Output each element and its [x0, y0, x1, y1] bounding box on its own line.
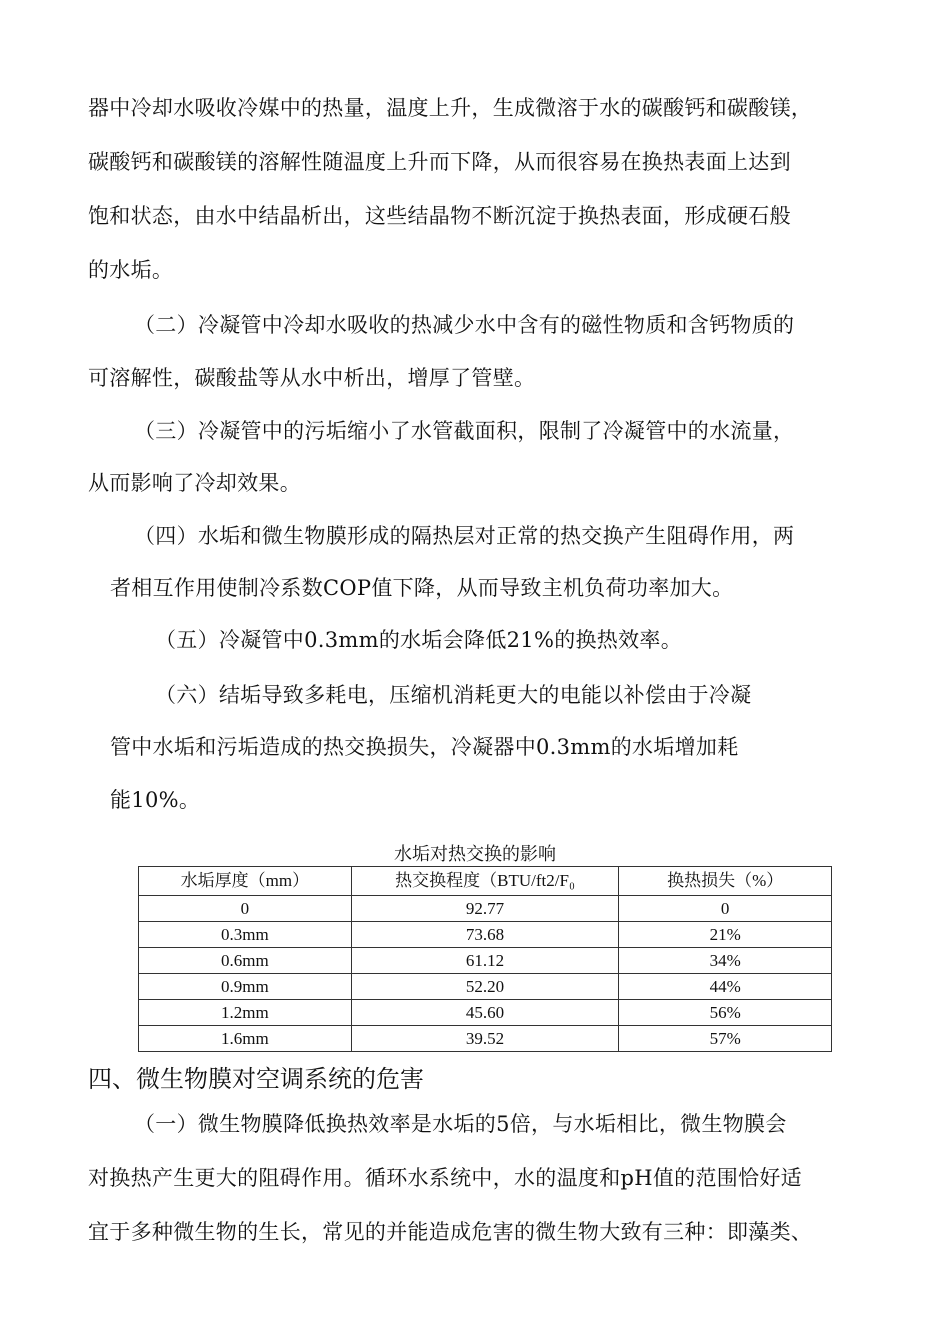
table-cell: 57% — [619, 1026, 832, 1052]
table-row — [139, 1026, 832, 1052]
table-header-row — [139, 867, 832, 896]
table-row — [139, 1000, 832, 1026]
paragraph-line: （三）冷凝管中的污垢缩小了水管截面积，限制了冷凝管中的水流量， — [134, 419, 795, 443]
table-cell: 0.9mm — [139, 974, 352, 1000]
paragraph-line: （六）结垢导致多耗电，压缩机消耗更大的电能以补偿由于冷凝 — [155, 683, 752, 707]
paragraph-line: 者相互作用使制冷系数COP值下降，从而导致主机负荷功率加大。 — [110, 576, 734, 600]
table-cell: 21% — [619, 922, 832, 948]
paragraph-line: （四）水垢和微生物膜形成的隔热层对正常的热交换产生阻碍作用，两 — [134, 524, 795, 548]
table-cell: 34% — [619, 948, 832, 974]
table-cell: 44% — [619, 974, 832, 1000]
paragraph-line: 宜于多种微生物的生长，常见的并能造成危害的微生物大致有三种：即藻类、 — [88, 1220, 813, 1244]
table-row — [139, 896, 832, 922]
table-title: 水垢对热交换的影响 — [394, 844, 556, 865]
column-header-loss: 换热损失（%） — [619, 867, 832, 896]
table-cell: 0 — [139, 896, 352, 922]
table-row — [139, 922, 832, 948]
scale-impact-table — [138, 866, 832, 1052]
table-cell: 61.12 — [351, 948, 619, 974]
table-cell: 92.77 — [351, 896, 619, 922]
paragraph-line: 可溶解性，碳酸盐等从水中析出，增厚了管壁。 — [88, 366, 536, 390]
table-cell: 73.68 — [351, 922, 619, 948]
column-header-thickness: 水垢厚度（mm） — [139, 867, 352, 896]
table-cell: 39.52 — [351, 1026, 619, 1052]
table-cell: 1.2mm — [139, 1000, 352, 1026]
paragraph-line: 管中水垢和污垢造成的热交换损失，冷凝器中0.3mm的水垢增加耗 — [110, 735, 739, 759]
paragraph-line: 能10%。 — [110, 788, 201, 812]
table-cell: 0 — [619, 896, 832, 922]
section-heading: 四、微生物膜对空调系统的危害 — [88, 1065, 424, 1093]
paragraph-line: （二）冷凝管中冷却水吸收的热减少水中含有的磁性物质和含钙物质的 — [134, 313, 795, 337]
paragraph-line: （五）冷凝管中0.3mm的水垢会降低21%的换热效率。 — [155, 628, 682, 652]
paragraph-line: 对换热产生更大的阻碍作用。循环水系统中，水的温度和pH值的范围恰好适 — [88, 1166, 802, 1190]
table-cell: 52.20 — [351, 974, 619, 1000]
paragraph-line: 饱和状态，由水中结晶析出，这些结晶物不断沉淀于换热表面，形成硬石般 — [88, 204, 791, 228]
table-row — [139, 974, 832, 1000]
paragraph-line: 的水垢。 — [88, 258, 174, 282]
table-cell: 0.6mm — [139, 948, 352, 974]
paragraph-line: （一）微生物膜降低换热效率是水垢的5倍，与水垢相比，微生物膜会 — [134, 1112, 787, 1136]
paragraph-line: 从而影响了冷却效果。 — [88, 471, 301, 495]
paragraph-line: 碳酸钙和碳酸镁的溶解性随温度上升而下降，从而很容易在换热表面上达到 — [88, 150, 791, 174]
table-cell: 0.3mm — [139, 922, 352, 948]
table-cell: 45.60 — [351, 1000, 619, 1026]
table-row — [139, 948, 832, 974]
column-header-exchange: 热交换程度（BTU/ft2/F₀ — [351, 867, 619, 896]
paragraph-line: 器中冷却水吸收冷媒中的热量，温度上升，生成微溶于水的碳酸钙和碳酸镁， — [88, 96, 813, 120]
table-cell: 1.6mm — [139, 1026, 352, 1052]
table-cell: 56% — [619, 1000, 832, 1026]
